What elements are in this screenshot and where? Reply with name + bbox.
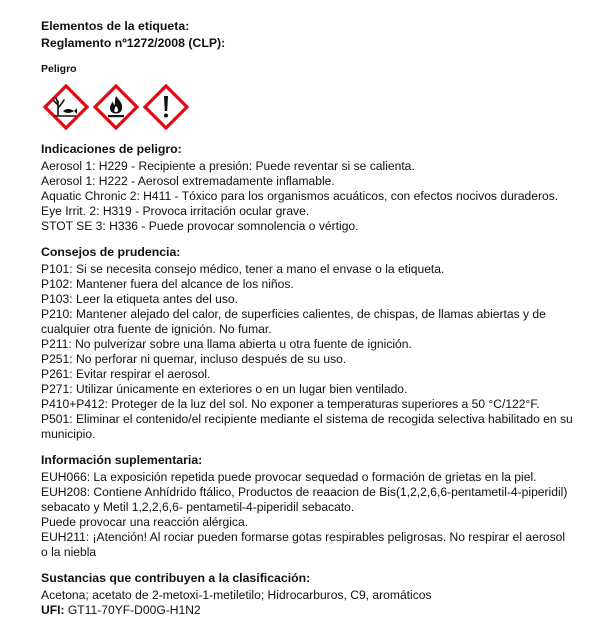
ufi-code (41, 603, 601, 618)
supplementary-statement: EUH208: Contiene Anhídrido ftálico, Productos de reaacion de Bis(1,2,2,6,6-pentametil-4-piperidil) (41, 485, 568, 499)
environment-hazard-icon (43, 84, 89, 130)
hazard-statement: Aerosol 1: H222 - Aerosol extremadamente inflamable. (41, 174, 335, 188)
precautionary-statement: P410+P412: Proteger de la luz del sol. No exponer a temperaturas superiores a 50 °C/122°F. (41, 397, 540, 411)
document-title: Elementos de la etiqueta: (41, 19, 190, 33)
precautionary-statement: P261: Evitar respirar el aerosol. (41, 367, 211, 381)
hazard-statement: Eye Irrit. 2: H319 - Provoca irritación ocular grave. (41, 204, 310, 218)
hazard-statement: Aerosol 1: H229 - Recipiente a presión: Puede reventar si se calienta. (41, 159, 415, 173)
supplementary-statement: EUH066: La exposición repetida puede provocar sequedad o formación de grietas en la piel. (41, 470, 537, 484)
precautionary-statement: municipio. (41, 427, 96, 441)
precautionary-statement: P102: Mantener fuera del alcance de los niños. (41, 277, 294, 291)
precautionary-statement: P101: Si se necesita consejo médico, tener a mano el envase o la etiqueta. (41, 262, 445, 276)
ghs-pictograms (43, 84, 601, 130)
ufi-label: UFI: (41, 603, 65, 617)
supplementary-statement: o la niebla (41, 545, 97, 559)
precautionary-statement: P103: Leer la etiqueta antes del uso. (41, 292, 239, 306)
supplementary-statement: EUH211: ¡Atención! Al rociar pueden formarse gotas respirables peligrosas. No respirar el aerosol (41, 530, 566, 544)
hazard-statement: Aquatic Chronic 2: H411 - Tóxico para los organismos acuáticos, con efectos nocivos duraderos. (41, 189, 559, 203)
supplementary-statement: Puede provocar una reacción alérgica. (41, 515, 249, 529)
contributing-substances-title: Sustancias que contribuyen a la clasificación: (41, 571, 311, 585)
precautionary-statement: cualquier otra fuente de ignición. No fumar. (41, 322, 272, 336)
precautionary-statement: P271: Utilizar únicamente en exteriores o en un lugar bien ventilado. (41, 382, 408, 396)
exclamation-mark-icon (143, 84, 189, 130)
precautionary-statement: P210: Mantener alejado del calor, de superficies calientes, de chispas, de llamas abiertas y de (41, 307, 546, 321)
precautionary-statements-title: Consejos de prudencia: (41, 245, 181, 259)
flame-icon (93, 84, 139, 130)
precautionary-statement: P251: No perforar ni quemar, incluso después de su uso. (41, 352, 347, 366)
supplementary-info-list (41, 470, 601, 560)
hazard-statement: STOT SE 3: H336 - Puede provocar somnolencia o vértigo. (41, 219, 359, 233)
precautionary-statement: P501: Eliminar el contenido/el recipiente mediante el sistema de recogida selectiva habilitado en su (41, 412, 573, 426)
supplementary-statement: sebacato y Metil 1,2,2,6,6- pentametil-4-piperidil sebacato. (41, 500, 355, 514)
ufi-value: GT11-70YF-D00G-H1N2 (64, 603, 201, 617)
supplementary-info-title: Información suplementaria: (41, 453, 203, 467)
hazard-statements-list (41, 159, 601, 234)
precautionary-statements-list (41, 262, 601, 442)
regulation-title: Reglamento nº1272/2008 (CLP): (41, 36, 226, 50)
contributing-substances-list: Acetona; acetato de 2-metoxi-1-metiletilo; Hidrocarburos, C9, aromáticos (41, 588, 432, 602)
signal-word: Peligro (41, 63, 77, 75)
hazard-statements-title: Indicaciones de peligro: (41, 142, 182, 156)
precautionary-statement: P211: No pulverizar sobre una llama abierta u otra fuente de ignición. (41, 337, 412, 351)
